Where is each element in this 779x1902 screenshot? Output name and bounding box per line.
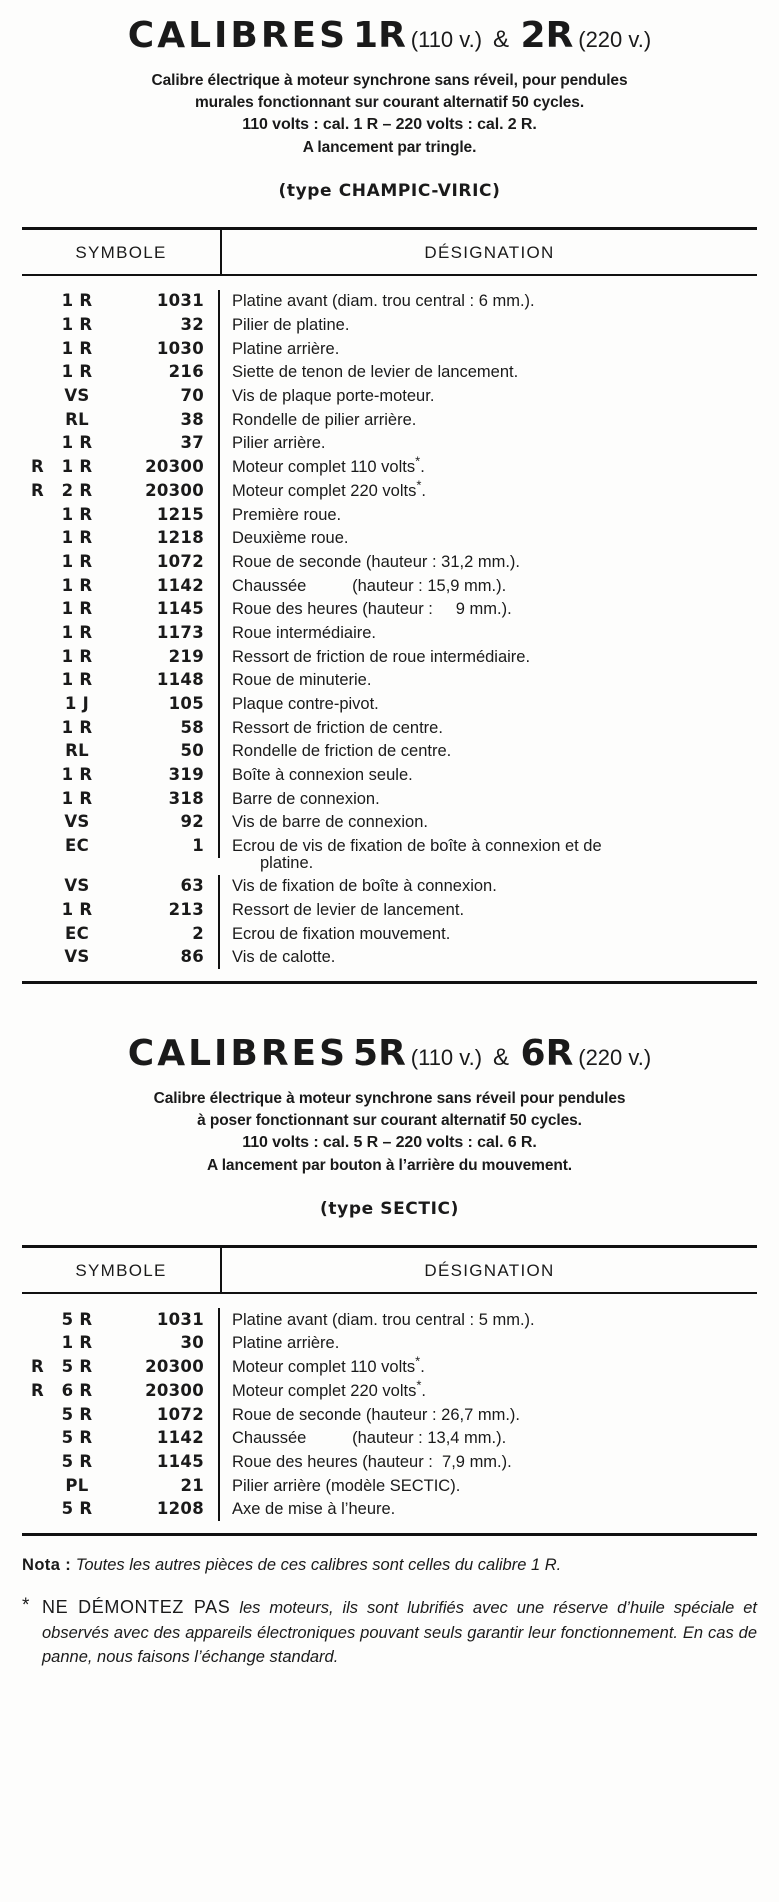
cell-designation bbox=[220, 946, 757, 970]
section-title-5r-6r bbox=[22, 1018, 757, 1075]
cell-symbol bbox=[22, 527, 220, 551]
cell-symbol bbox=[22, 313, 220, 337]
cell-designation bbox=[220, 1474, 757, 1498]
parts-table-5r-6r bbox=[22, 1245, 757, 1536]
symbol-number: 105 bbox=[168, 694, 204, 713]
cell-symbol bbox=[22, 479, 220, 503]
symbol-caliber: 1 R bbox=[61, 504, 93, 524]
cell-designation bbox=[220, 669, 757, 693]
cell-designation bbox=[220, 1427, 757, 1451]
symbol-caliber: 1 R bbox=[61, 788, 93, 808]
asterisk-marker: * bbox=[22, 1594, 30, 1616]
cell-symbol bbox=[22, 408, 220, 432]
cell-symbol bbox=[22, 922, 220, 946]
cell-designation bbox=[220, 763, 757, 787]
symbol-number: 2 bbox=[192, 923, 204, 943]
cell-designation bbox=[220, 550, 757, 574]
symbol-caliber: 5 R bbox=[61, 1309, 93, 1329]
cell-designation bbox=[220, 835, 757, 875]
cell-designation bbox=[220, 875, 757, 899]
designation-text: Vis de plaque porte-moteur. bbox=[232, 387, 435, 406]
designation-text: Deuxième roue. bbox=[232, 529, 349, 548]
cell-designation bbox=[220, 408, 757, 432]
section-description-1r-2r bbox=[22, 70, 757, 159]
designation-text: Platine avant (diam. trou central : 5 mm.). bbox=[232, 1310, 535, 1329]
table-row bbox=[22, 740, 757, 764]
table-row bbox=[22, 946, 757, 970]
designation-text: Ressort de friction de centre. bbox=[232, 718, 443, 737]
designation-tail: . bbox=[421, 1381, 426, 1400]
table-row bbox=[22, 384, 757, 408]
nota-label: Nota : bbox=[22, 1556, 72, 1575]
cell-designation bbox=[220, 1332, 757, 1356]
designation-text: Platine arrière. bbox=[232, 1334, 340, 1353]
table-row bbox=[22, 922, 757, 946]
title-word: CALIBRES bbox=[127, 15, 349, 56]
designation-text: Axe de mise à l’heure. bbox=[232, 1500, 396, 1519]
footnote-marker: * bbox=[416, 477, 422, 493]
table-row bbox=[22, 835, 757, 875]
title-ampersand: & bbox=[493, 26, 510, 53]
column-header-designation: DÉSIGNATION bbox=[424, 242, 555, 262]
title-voltage-2: (220 v.) bbox=[578, 27, 652, 52]
star-note-body bbox=[42, 1594, 757, 1671]
cell-symbol bbox=[22, 835, 220, 859]
symbol-caliber: VS bbox=[64, 947, 90, 967]
table-row bbox=[22, 1403, 757, 1427]
cell-symbol bbox=[22, 1403, 220, 1427]
symbol-number: 20300 bbox=[145, 457, 204, 477]
cell-symbol bbox=[22, 811, 220, 835]
section-calibres-5r-6r bbox=[22, 1018, 757, 1536]
table-header-row bbox=[22, 1248, 757, 1294]
cell-symbol bbox=[22, 1450, 220, 1474]
title-ampersand: & bbox=[493, 1044, 510, 1072]
star-note-text: les moteurs, ils sont lubrifiés avec une réserve d’huile spéciale et observés avec des appareils électroniques pouvant seuls garantir leur fonctionnement. En cas de panne, nous faisons l’échange standard. bbox=[42, 1598, 757, 1667]
table-row bbox=[22, 875, 757, 899]
symbol-caliber: VS bbox=[64, 386, 90, 406]
cell-designation bbox=[220, 337, 757, 361]
section-description-5r-6r bbox=[22, 1088, 757, 1177]
cell-designation bbox=[220, 1353, 757, 1380]
symbol-caliber: EC bbox=[65, 836, 89, 856]
title-ref-2: 6R bbox=[520, 1033, 574, 1075]
symbol-caliber: 1 R bbox=[61, 291, 93, 311]
symbol-caliber: 5 R bbox=[61, 1404, 93, 1424]
designation-text: Roue de seconde (hauteur : 31,2 mm.). bbox=[232, 552, 520, 571]
cell-symbol bbox=[22, 946, 220, 970]
cell-designation bbox=[220, 384, 757, 408]
star-note-emphasis: NE DÉMONTEZ PAS bbox=[42, 1596, 231, 1617]
symbol-number: 1072 bbox=[156, 551, 204, 571]
table-row bbox=[22, 598, 757, 622]
symbol-number: 1145 bbox=[156, 599, 204, 619]
cell-symbol bbox=[22, 550, 220, 574]
cell-designation bbox=[220, 479, 757, 503]
symbol-number: 86 bbox=[180, 947, 204, 967]
designation-text: Pilier arrière. bbox=[232, 434, 326, 453]
table-row bbox=[22, 453, 757, 480]
designation-text: Roue de minuterie. bbox=[232, 671, 372, 690]
designation-text: Ressort de friction de roue intermédiaire. bbox=[232, 647, 531, 666]
table-row bbox=[22, 1379, 757, 1403]
cell-symbol bbox=[22, 503, 220, 527]
column-header-symbol: SYMBOLE bbox=[22, 1248, 222, 1292]
table-row bbox=[22, 1450, 757, 1474]
table-row bbox=[22, 1427, 757, 1451]
symbol-number: 319 bbox=[168, 765, 204, 785]
designation-text: Roue de seconde (hauteur : 26,7 mm.). bbox=[232, 1405, 520, 1424]
table-row bbox=[22, 1498, 757, 1522]
cell-symbol bbox=[22, 669, 220, 693]
cell-symbol bbox=[22, 290, 220, 314]
cell-designation bbox=[220, 503, 757, 527]
description-line: 110 volts : cal. 1 R – 220 volts : cal. 2 R. bbox=[242, 116, 537, 133]
symbol-caliber: 1 R bbox=[61, 670, 93, 690]
cell-symbol bbox=[22, 361, 220, 385]
designation-text: Siette de tenon de levier de lancement. bbox=[232, 363, 519, 382]
cell-designation bbox=[220, 1308, 757, 1332]
cell-symbol bbox=[22, 574, 220, 598]
symbol-number: 1072 bbox=[156, 1404, 204, 1424]
table-row bbox=[22, 898, 757, 922]
symbol-caliber: 1 R bbox=[61, 457, 93, 477]
designation-tail: . bbox=[420, 1358, 425, 1377]
table-row bbox=[22, 1332, 757, 1356]
description-line: A lancement par tringle. bbox=[302, 138, 477, 156]
cell-designation bbox=[220, 922, 757, 946]
designation-text: Rondelle de friction de centre. bbox=[232, 742, 452, 761]
symbol-caliber: 1 R bbox=[61, 599, 93, 619]
symbol-caliber: 1 R bbox=[61, 900, 93, 919]
symbol-caliber: RL bbox=[65, 741, 89, 761]
section-spacer bbox=[22, 984, 757, 1018]
symbol-number: 30 bbox=[180, 1333, 204, 1353]
cell-designation bbox=[220, 432, 757, 456]
table-row bbox=[22, 432, 757, 456]
symbol-caliber: 1 R bbox=[61, 717, 93, 737]
designation-text: Chaussée (hauteur : 15,9 mm.). bbox=[232, 576, 507, 595]
table-row bbox=[22, 550, 757, 574]
symbol-caliber: 5 R bbox=[61, 1428, 93, 1448]
symbol-number: 20300 bbox=[145, 1380, 204, 1400]
cell-designation bbox=[220, 527, 757, 551]
cell-designation bbox=[220, 1498, 757, 1522]
symbol-number: 1148 bbox=[156, 670, 204, 690]
cell-symbol bbox=[22, 384, 220, 408]
symbol-number: 92 bbox=[180, 812, 204, 832]
description-line: à poser fonctionnant sur courant alternatif 50 cycles. bbox=[197, 1112, 582, 1130]
cell-designation bbox=[220, 645, 757, 669]
parts-table-1r-2r bbox=[22, 227, 757, 985]
cell-designation bbox=[220, 811, 757, 835]
description-line: A lancement par bouton à l’arrière du mouvement. bbox=[207, 1157, 572, 1175]
symbol-caliber: EC bbox=[65, 923, 89, 943]
section-calibres-1r-2r bbox=[22, 0, 757, 984]
table-row bbox=[22, 290, 757, 314]
footnote-marker: * bbox=[415, 453, 421, 469]
table-row bbox=[22, 621, 757, 645]
cell-symbol bbox=[22, 692, 220, 716]
symbol-caliber: 1 R bbox=[61, 338, 93, 358]
star-note bbox=[22, 1594, 757, 1671]
symbol-number: 1142 bbox=[156, 575, 204, 595]
table-row bbox=[22, 1474, 757, 1498]
title-voltage-1: (110 v.) bbox=[410, 1045, 483, 1071]
symbol-number: 58 bbox=[180, 717, 204, 737]
symbol-caliber: 1 R bbox=[61, 1333, 93, 1353]
description-line: Calibre électrique à moteur synchrone sans réveil, pour pendules bbox=[151, 72, 628, 89]
title-word: CALIBRES bbox=[127, 1033, 349, 1075]
designation-text: Pilier de platine. bbox=[232, 316, 350, 334]
designation-text: Roue intermédiaire. bbox=[232, 623, 376, 642]
symbol-number: 70 bbox=[180, 386, 204, 406]
cell-designation bbox=[220, 740, 757, 764]
cell-designation bbox=[220, 716, 757, 740]
symbol-caliber: 1 R bbox=[61, 622, 93, 642]
symbol-caliber: 1 R bbox=[61, 551, 93, 571]
symbol-caliber: 1 R bbox=[61, 528, 93, 548]
symbol-caliber: 6 R bbox=[61, 1380, 93, 1400]
column-header-symbol: SYMBOLE bbox=[22, 230, 222, 274]
type-label-5r-6r: (type SECTIC) bbox=[320, 1199, 459, 1220]
symbol-number: 37 bbox=[180, 433, 204, 453]
symbol-caliber: 1 R bbox=[61, 433, 93, 453]
table-row bbox=[22, 408, 757, 432]
designation-text: Moteur complet 110 volts bbox=[232, 1358, 416, 1377]
symbol-caliber: VS bbox=[64, 812, 90, 832]
symbol-prefix: R bbox=[30, 457, 44, 477]
symbol-number: 20300 bbox=[145, 1357, 204, 1377]
symbol-number: 20300 bbox=[145, 480, 204, 500]
symbol-number: 1031 bbox=[156, 1309, 204, 1329]
table-row bbox=[22, 787, 757, 811]
column-header-designation: DÉSIGNATION bbox=[424, 1261, 555, 1281]
symbol-caliber: PL bbox=[65, 1475, 89, 1495]
designation-text: Chaussée (hauteur : 13,4 mm.). bbox=[232, 1429, 507, 1448]
cell-symbol bbox=[22, 787, 220, 811]
cell-symbol bbox=[22, 337, 220, 361]
table-row bbox=[22, 527, 757, 551]
table-row bbox=[22, 479, 757, 503]
designation-text: Barre de connexion. bbox=[232, 789, 380, 808]
cell-designation bbox=[220, 1379, 757, 1403]
cell-designation bbox=[220, 787, 757, 811]
symbol-caliber: 1 R bbox=[61, 362, 93, 382]
table-row bbox=[22, 1308, 757, 1332]
designation-text: Platine arrière. bbox=[232, 339, 340, 358]
symbol-number: 213 bbox=[168, 900, 204, 919]
cell-symbol bbox=[22, 716, 220, 740]
designation-text: Vis de fixation de boîte à connexion. bbox=[232, 877, 497, 896]
cell-symbol bbox=[22, 456, 220, 480]
symbol-caliber: 5 R bbox=[61, 1499, 93, 1519]
cell-symbol bbox=[22, 898, 220, 922]
designation-text: Première roue. bbox=[232, 505, 342, 524]
symbol-number: 32 bbox=[180, 315, 204, 334]
cell-symbol bbox=[22, 1356, 220, 1380]
cell-symbol bbox=[22, 621, 220, 645]
table-row bbox=[22, 1353, 757, 1380]
symbol-number: 38 bbox=[180, 409, 204, 429]
symbol-number: 1208 bbox=[156, 1499, 204, 1519]
designation-text: Rondelle de pilier arrière. bbox=[232, 410, 417, 429]
symbol-caliber: 2 R bbox=[61, 480, 93, 500]
symbol-number: 216 bbox=[168, 362, 204, 382]
table-row bbox=[22, 669, 757, 693]
cell-symbol bbox=[22, 1498, 220, 1522]
nota-text: Toutes les autres pièces de ces calibres sont celles du calibre 1 R. bbox=[75, 1556, 562, 1575]
symbol-caliber: 1 R bbox=[61, 315, 93, 334]
cell-symbol bbox=[22, 1474, 220, 1498]
cell-symbol bbox=[22, 1308, 220, 1332]
title-ref-1: 5R bbox=[353, 1033, 406, 1075]
symbol-number: 1030 bbox=[156, 338, 204, 358]
table-row bbox=[22, 574, 757, 598]
symbol-number: 50 bbox=[180, 741, 204, 761]
designation-text: Roue des heures (hauteur : 9 mm.). bbox=[232, 600, 512, 619]
cell-designation bbox=[220, 361, 757, 385]
title-voltage-2: (220 v.) bbox=[578, 1045, 652, 1071]
designation-text: Vis de barre de connexion. bbox=[232, 813, 428, 832]
designation-text: Roue des heures (hauteur : 7,9 mm.). bbox=[232, 1452, 512, 1471]
table-row bbox=[22, 361, 757, 385]
symbol-number: 219 bbox=[168, 646, 204, 666]
description-line: murales fonctionnant sur courant alternatif 50 cycles. bbox=[194, 94, 585, 111]
designation-text: Plaque contre-pivot. bbox=[232, 695, 379, 713]
designation-text: Moteur complet 220 volts bbox=[232, 1381, 417, 1400]
table-body bbox=[22, 276, 757, 982]
description-line: Calibre électrique à moteur synchrone sans réveil pour pendules bbox=[153, 1090, 626, 1108]
symbol-number: 318 bbox=[168, 788, 204, 808]
symbol-number: 1 bbox=[192, 836, 204, 856]
cell-designation bbox=[220, 1403, 757, 1427]
symbol-caliber: RL bbox=[65, 409, 89, 429]
symbol-number: 1215 bbox=[156, 504, 204, 524]
symbol-prefix: R bbox=[30, 1357, 44, 1377]
title-ref-1: 1R bbox=[353, 15, 406, 56]
table-row bbox=[22, 763, 757, 787]
symbol-number: 63 bbox=[180, 876, 204, 896]
table-row bbox=[22, 716, 757, 740]
type-label-1r-2r: (type CHAMPIC-VIRIC) bbox=[278, 180, 501, 201]
symbol-prefix: R bbox=[30, 480, 44, 500]
table-header-row bbox=[22, 230, 757, 276]
designation-text: Vis de calotte. bbox=[232, 948, 336, 967]
table-body bbox=[22, 1294, 757, 1533]
designation-text: Ecrou de vis de fixation de boîte à connexion et de bbox=[232, 837, 602, 856]
symbol-number: 1218 bbox=[156, 528, 204, 548]
cell-designation bbox=[220, 574, 757, 598]
designation-text: Ecrou de fixation mouvement. bbox=[232, 924, 451, 943]
designation-tail: . bbox=[421, 481, 426, 500]
symbol-caliber: VS bbox=[64, 876, 90, 896]
cell-designation bbox=[220, 621, 757, 645]
designation-text: Moteur complet 110 volts bbox=[232, 458, 416, 477]
cell-symbol bbox=[22, 763, 220, 787]
title-voltage-1: (110 v.) bbox=[410, 27, 483, 52]
symbol-caliber: 1 J bbox=[64, 694, 90, 713]
cell-symbol bbox=[22, 875, 220, 899]
cell-designation bbox=[220, 290, 757, 314]
cell-designation bbox=[220, 453, 757, 480]
cell-symbol bbox=[22, 1332, 220, 1356]
table-row bbox=[22, 313, 757, 337]
section-title-1r-2r bbox=[22, 0, 757, 54]
cell-designation bbox=[220, 313, 757, 337]
cell-designation bbox=[220, 1450, 757, 1474]
symbol-caliber: 1 R bbox=[61, 575, 93, 595]
footnote-marker: * bbox=[416, 1377, 422, 1393]
table-row bbox=[22, 503, 757, 527]
designation-text: Ressort de levier de lancement. bbox=[232, 901, 465, 919]
table-row bbox=[22, 645, 757, 669]
description-line: 110 volts : cal. 5 R – 220 volts : cal. 6 R. bbox=[242, 1134, 537, 1152]
cell-symbol bbox=[22, 740, 220, 764]
cell-symbol bbox=[22, 598, 220, 622]
designation-text: Platine avant (diam. trou central : 6 mm.). bbox=[232, 292, 535, 311]
symbol-number: 1142 bbox=[156, 1428, 204, 1448]
designation-tail: . bbox=[420, 458, 425, 477]
designation-text: Pilier arrière (modèle SECTIC). bbox=[232, 1476, 461, 1495]
symbol-number: 1031 bbox=[156, 291, 204, 311]
table-row bbox=[22, 811, 757, 835]
table-row bbox=[22, 692, 757, 716]
symbol-number: 21 bbox=[180, 1475, 204, 1495]
cell-designation bbox=[220, 598, 757, 622]
footnotes bbox=[22, 1554, 757, 1696]
designation-text: Boîte à connexion seule. bbox=[232, 766, 413, 785]
footnote-marker: * bbox=[415, 1353, 421, 1369]
cell-designation bbox=[220, 692, 757, 716]
title-ref-2: 2R bbox=[520, 15, 574, 56]
cell-symbol bbox=[22, 645, 220, 669]
designation-continuation: platine. bbox=[260, 853, 314, 872]
designation-text: Moteur complet 220 volts bbox=[232, 481, 417, 500]
symbol-number: 1173 bbox=[156, 622, 204, 642]
symbol-prefix: R bbox=[30, 1380, 44, 1400]
symbol-caliber: 1 R bbox=[61, 765, 93, 785]
symbol-caliber: 5 R bbox=[61, 1451, 93, 1471]
cell-designation bbox=[220, 898, 757, 922]
cell-symbol bbox=[22, 1427, 220, 1451]
cell-symbol bbox=[22, 432, 220, 456]
table-row bbox=[22, 337, 757, 361]
cell-symbol bbox=[22, 1379, 220, 1403]
symbol-number: 1145 bbox=[156, 1451, 204, 1471]
symbol-caliber: 1 R bbox=[61, 646, 93, 666]
nota-line bbox=[22, 1554, 757, 1576]
symbol-caliber: 5 R bbox=[61, 1357, 93, 1377]
